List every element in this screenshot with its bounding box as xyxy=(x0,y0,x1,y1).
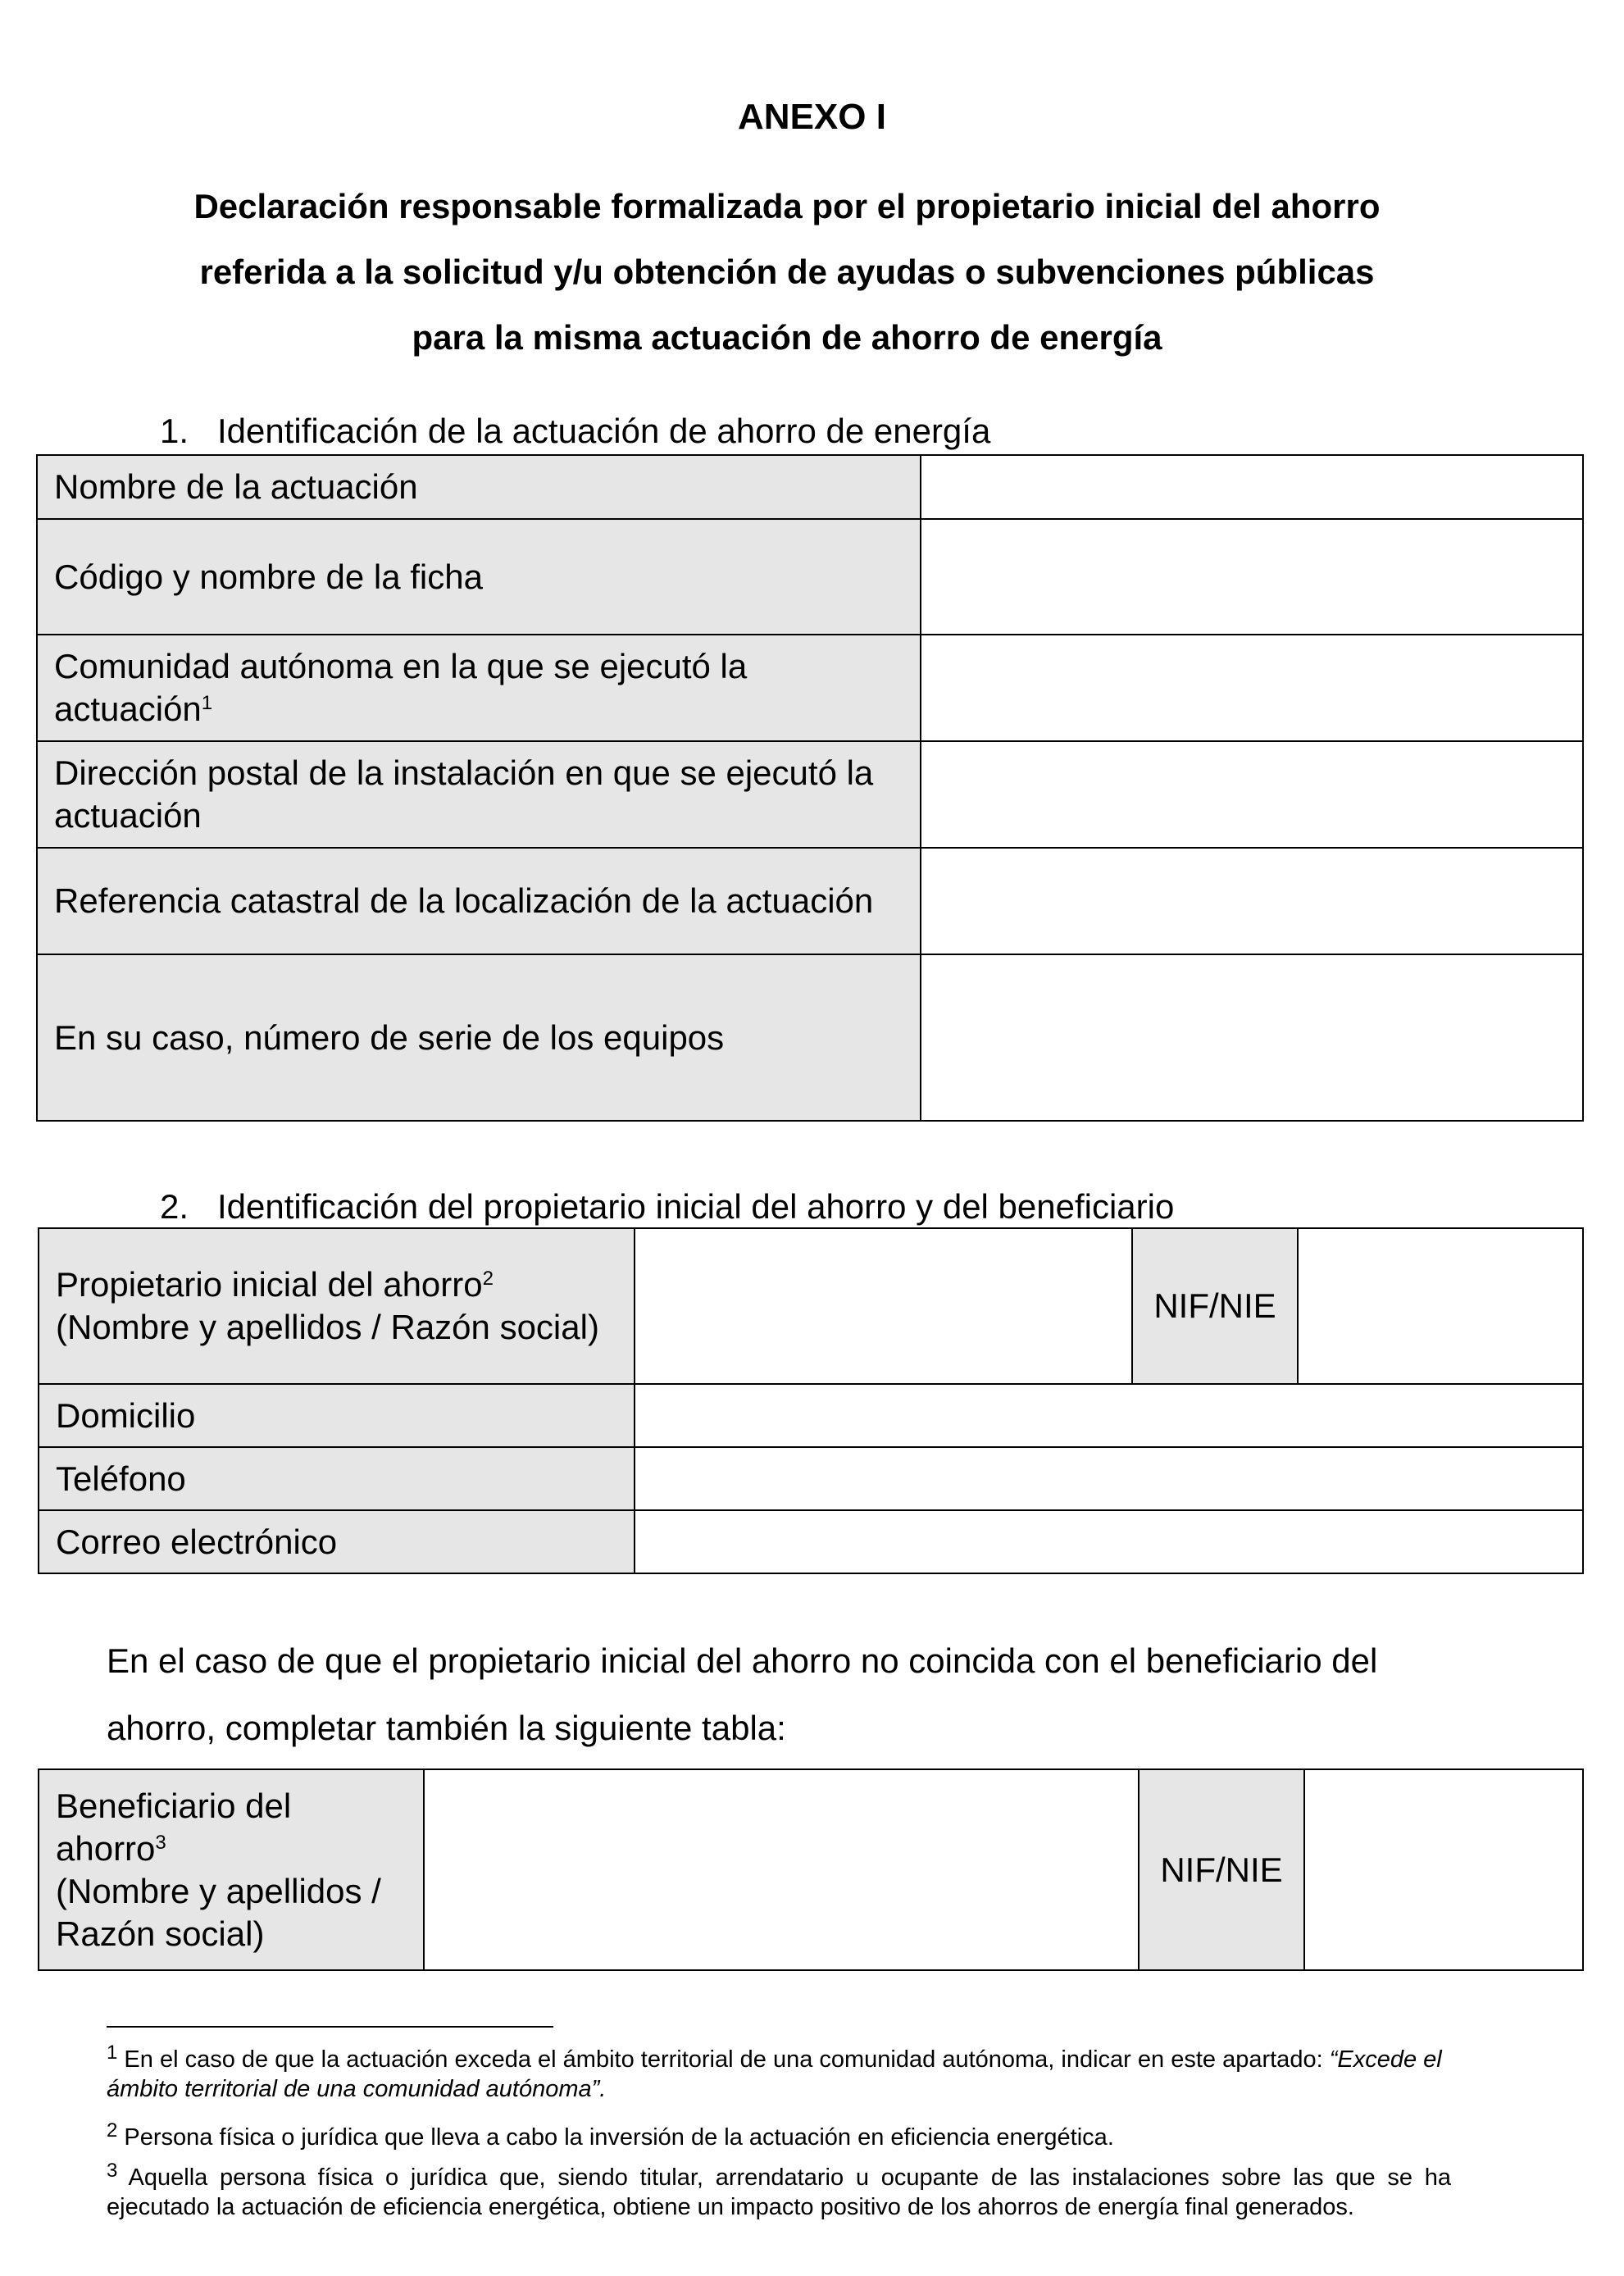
table-row xyxy=(39,1769,1583,1970)
beneficiary-label-subtext: (Nombre y apellidos / Razón social) xyxy=(56,1871,381,1953)
owner-nif-field[interactable] xyxy=(1298,1228,1583,1384)
footnote-ref: 3 xyxy=(155,1831,166,1854)
autonomous-community-field[interactable] xyxy=(921,635,1583,741)
owner-label-text: Propietario inicial del ahorro xyxy=(56,1265,483,1304)
footnote-number: 1 xyxy=(107,2042,118,2064)
row-label: En su caso, número de serie de los equipos xyxy=(37,954,921,1121)
table-row xyxy=(37,848,1583,954)
document-title xyxy=(98,174,1476,371)
document-title-line: Declaración responsable formalizada por el propietario inicial del ahorro xyxy=(193,187,1381,225)
section1-heading xyxy=(160,412,990,451)
footnote-text: Persona física o jurídica que lleva a cabo la inversión de la actuación en eficiencia energética. xyxy=(124,2124,1114,2151)
row-label: Teléfono xyxy=(39,1447,635,1510)
footnote-ref: 2 xyxy=(482,1268,494,1290)
row-label: Dirección postal de la instalación en que se ejecutó la actuación xyxy=(37,741,921,848)
section2-number: 2. xyxy=(160,1187,189,1226)
owner-label-subtext: (Nombre y apellidos / Razón social) xyxy=(56,1308,599,1346)
row-label: Correo electrónico xyxy=(39,1510,635,1573)
serial-number-field[interactable] xyxy=(921,954,1583,1121)
footnote-ref: 1 xyxy=(201,692,213,714)
beneficiary-nif-field[interactable] xyxy=(1304,1769,1583,1970)
postal-address-field[interactable] xyxy=(921,741,1583,848)
footnote-quote: “Excede el ámbito territorial de una comunidad autónoma”. xyxy=(107,2046,1442,2102)
action-name-field[interactable] xyxy=(921,455,1583,519)
footnote-3 xyxy=(107,2160,1451,2222)
cadastral-reference-field[interactable] xyxy=(921,848,1583,954)
owner-name-field[interactable] xyxy=(635,1228,1132,1384)
footnote-2 xyxy=(107,2119,1451,2152)
section2-heading-text: Identificación del propietario inicial del ahorro y del beneficiario xyxy=(217,1187,1175,1226)
nif-label: NIF/NIE xyxy=(1132,1228,1298,1384)
beneficiary-name-field[interactable] xyxy=(424,1769,1139,1970)
footnote-separator xyxy=(107,2026,553,2028)
section2-heading xyxy=(160,1187,1174,1227)
table-row xyxy=(39,1510,1583,1573)
table-row xyxy=(37,954,1583,1121)
footnote-number: 2 xyxy=(107,2119,118,2142)
beneficiary-label-text: Beneficiario del ahorro xyxy=(56,1786,292,1868)
table-row xyxy=(37,635,1583,741)
document-title-line: referida a la solicitud y/u obtención de ayudas o subvenciones públicas xyxy=(199,253,1375,291)
row-label xyxy=(39,1228,635,1384)
table-row xyxy=(39,1384,1583,1447)
beneficiary-note: En el caso de que el propietario inicial del ahorro no coincida con el beneficiario del ahorro, completar también la siguiente tabla: xyxy=(107,1641,1378,1747)
footnote-1 xyxy=(107,2042,1451,2104)
table-row xyxy=(37,741,1583,848)
section1-heading-text: Identificación de la actuación de ahorro de energía xyxy=(217,412,991,450)
table-row xyxy=(39,1228,1583,1384)
annex-title: ANEXO I xyxy=(738,97,886,137)
row-label xyxy=(39,1769,424,1970)
email-field[interactable] xyxy=(635,1510,1583,1573)
row-label: Nombre de la actuación xyxy=(37,455,921,519)
row-label: Código y nombre de la ficha xyxy=(37,519,921,635)
document-title-line: para la misma actuación de ahorro de energía xyxy=(412,318,1162,357)
footnote-number: 3 xyxy=(107,2160,118,2182)
footnote-text: Aquella persona física o jurídica que, siendo titular, arrendatario u ocupante de las instalaciones sobre las que se ha ejecutado la actuación de eficiencia energética, obtiene un impacto positivo de los ahorros de energía final generados. xyxy=(107,2164,1451,2220)
nif-label: NIF/NIE xyxy=(1139,1769,1304,1970)
row-label: Referencia catastral de la localización de la actuación xyxy=(37,848,921,954)
phone-field[interactable] xyxy=(635,1447,1583,1510)
row-label xyxy=(37,635,921,741)
table-row xyxy=(37,519,1583,635)
address-field[interactable] xyxy=(635,1384,1583,1447)
row-label-text: Comunidad autónoma en la que se ejecutó la actuación xyxy=(54,647,748,728)
section1-number: 1. xyxy=(160,412,189,450)
footnote-text: En el caso de que la actuación exceda el ámbito territorial de una comunidad autónoma, indicar en este apartado: xyxy=(124,2046,1330,2073)
beneficiary-table xyxy=(38,1768,1584,1971)
table-row xyxy=(39,1447,1583,1510)
owner-identification-table xyxy=(38,1227,1584,1574)
row-label: Domicilio xyxy=(39,1384,635,1447)
table-row xyxy=(37,455,1583,519)
sheet-code-field[interactable] xyxy=(921,519,1583,635)
action-identification-table xyxy=(36,454,1584,1122)
